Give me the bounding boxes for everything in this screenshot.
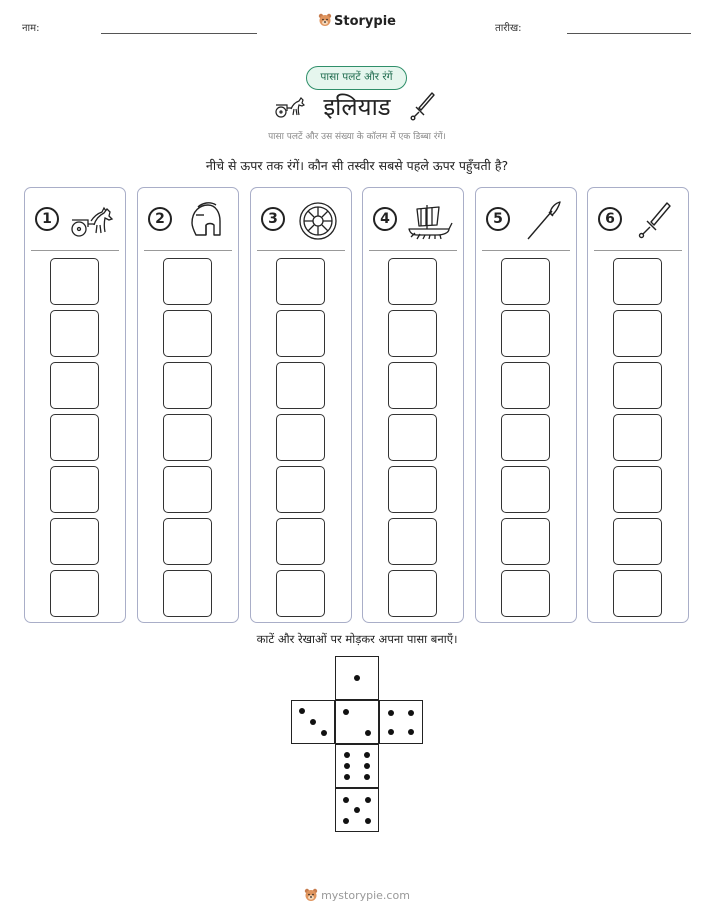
color-box[interactable] [276, 258, 325, 305]
die-pip [388, 729, 394, 735]
helmet-icon [182, 201, 228, 241]
bear-logo-icon [304, 888, 318, 902]
column-divider [594, 250, 682, 251]
die-face-2 [335, 700, 379, 744]
column-5 [475, 187, 577, 623]
shield-icon [295, 201, 341, 241]
color-box[interactable] [50, 518, 99, 565]
die-pip [388, 710, 394, 716]
color-box[interactable] [50, 310, 99, 357]
color-box[interactable] [276, 466, 325, 513]
color-box[interactable] [613, 362, 662, 409]
color-box[interactable] [388, 258, 437, 305]
color-box[interactable] [50, 362, 99, 409]
color-box[interactable] [501, 258, 550, 305]
column-number: 5 [486, 207, 510, 231]
color-box[interactable] [613, 518, 662, 565]
bear-logo-icon [318, 13, 332, 27]
color-box[interactable] [276, 310, 325, 357]
page-title: इलियाड [323, 93, 391, 121]
brand-name: Storypie [334, 14, 396, 29]
column-3 [250, 187, 352, 623]
color-box[interactable] [613, 258, 662, 305]
die-pip [310, 719, 316, 725]
die-pip [344, 763, 350, 769]
brand-logo [0, 13, 714, 29]
color-box[interactable] [388, 570, 437, 617]
die-pip [354, 807, 360, 813]
color-box[interactable] [613, 414, 662, 461]
column-6 [587, 187, 689, 623]
color-box[interactable] [163, 570, 212, 617]
color-box[interactable] [276, 414, 325, 461]
color-box[interactable] [388, 518, 437, 565]
color-box[interactable] [276, 518, 325, 565]
die-pip [354, 675, 360, 681]
color-box[interactable] [163, 518, 212, 565]
die-pip [365, 797, 371, 803]
cut-instruction: काटें और रेखाओं पर मोड़कर अपना पासा बनाएँ। [256, 632, 458, 646]
die-pip [321, 730, 327, 736]
color-box[interactable] [50, 570, 99, 617]
color-box[interactable] [163, 310, 212, 357]
question: नीचे से ऊपर तक रंगें। कौन सी तस्वीर सबसे पहले ऊपर पहुँचती है? [205, 158, 509, 173]
date-label: तारीख: [495, 23, 522, 34]
color-box[interactable] [613, 310, 662, 357]
die-pip [365, 730, 371, 736]
color-box[interactable] [501, 362, 550, 409]
die-pip [344, 752, 350, 758]
color-box[interactable] [501, 570, 550, 617]
color-box[interactable] [163, 414, 212, 461]
footer [0, 888, 714, 902]
color-box[interactable] [163, 466, 212, 513]
name-label: नाम: [22, 23, 40, 34]
date-line[interactable] [567, 33, 691, 34]
die-face-3 [291, 700, 335, 744]
die-face-4 [379, 700, 423, 744]
color-box[interactable] [501, 518, 550, 565]
die-face-5 [335, 788, 379, 832]
die-pip [364, 763, 370, 769]
color-box[interactable] [613, 466, 662, 513]
color-box[interactable] [501, 310, 550, 357]
color-box[interactable] [163, 258, 212, 305]
die-pip [364, 774, 370, 780]
color-box[interactable] [388, 362, 437, 409]
column-divider [31, 250, 119, 251]
die-pip [343, 818, 349, 824]
column-divider [482, 250, 570, 251]
color-box[interactable] [501, 414, 550, 461]
die-pip [343, 797, 349, 803]
column-4 [362, 187, 464, 623]
color-box[interactable] [163, 362, 212, 409]
die-face-1 [335, 656, 379, 700]
activity-badge: पासा पलटें और रंगें [306, 66, 407, 90]
die-face-6 [335, 744, 379, 788]
spear-icon [520, 201, 566, 241]
subtitle: पासा पलटें और उस संख्या के कॉलम में एक डिब्बा रंगें। [268, 132, 446, 142]
die-pip [408, 710, 414, 716]
die-pip [299, 708, 305, 714]
color-box[interactable] [501, 466, 550, 513]
column-divider [144, 250, 232, 251]
footer-url[interactable]: mystorypie.com [321, 889, 410, 902]
color-box[interactable] [613, 570, 662, 617]
chariot-icon [69, 201, 115, 241]
column-number: 4 [373, 207, 397, 231]
color-box[interactable] [50, 414, 99, 461]
color-box[interactable] [50, 466, 99, 513]
column-number: 2 [148, 207, 172, 231]
ship-icon [407, 201, 453, 241]
column-1 [24, 187, 126, 623]
die-pip [408, 729, 414, 735]
die-pip [344, 774, 350, 780]
color-box[interactable] [388, 414, 437, 461]
color-box[interactable] [50, 258, 99, 305]
column-divider [369, 250, 457, 251]
die-pip [365, 818, 371, 824]
color-box[interactable] [276, 362, 325, 409]
color-box[interactable] [388, 466, 437, 513]
column-2 [137, 187, 239, 623]
die-pip [343, 709, 349, 715]
sword-icon [632, 201, 678, 241]
die-pip [364, 752, 370, 758]
color-box[interactable] [276, 570, 325, 617]
color-box[interactable] [388, 310, 437, 357]
column-divider [257, 250, 345, 251]
column-number: 1 [35, 207, 59, 231]
column-number: 3 [261, 207, 285, 231]
column-number: 6 [598, 207, 622, 231]
sword-icon [410, 91, 436, 123]
name-line[interactable] [101, 33, 257, 34]
